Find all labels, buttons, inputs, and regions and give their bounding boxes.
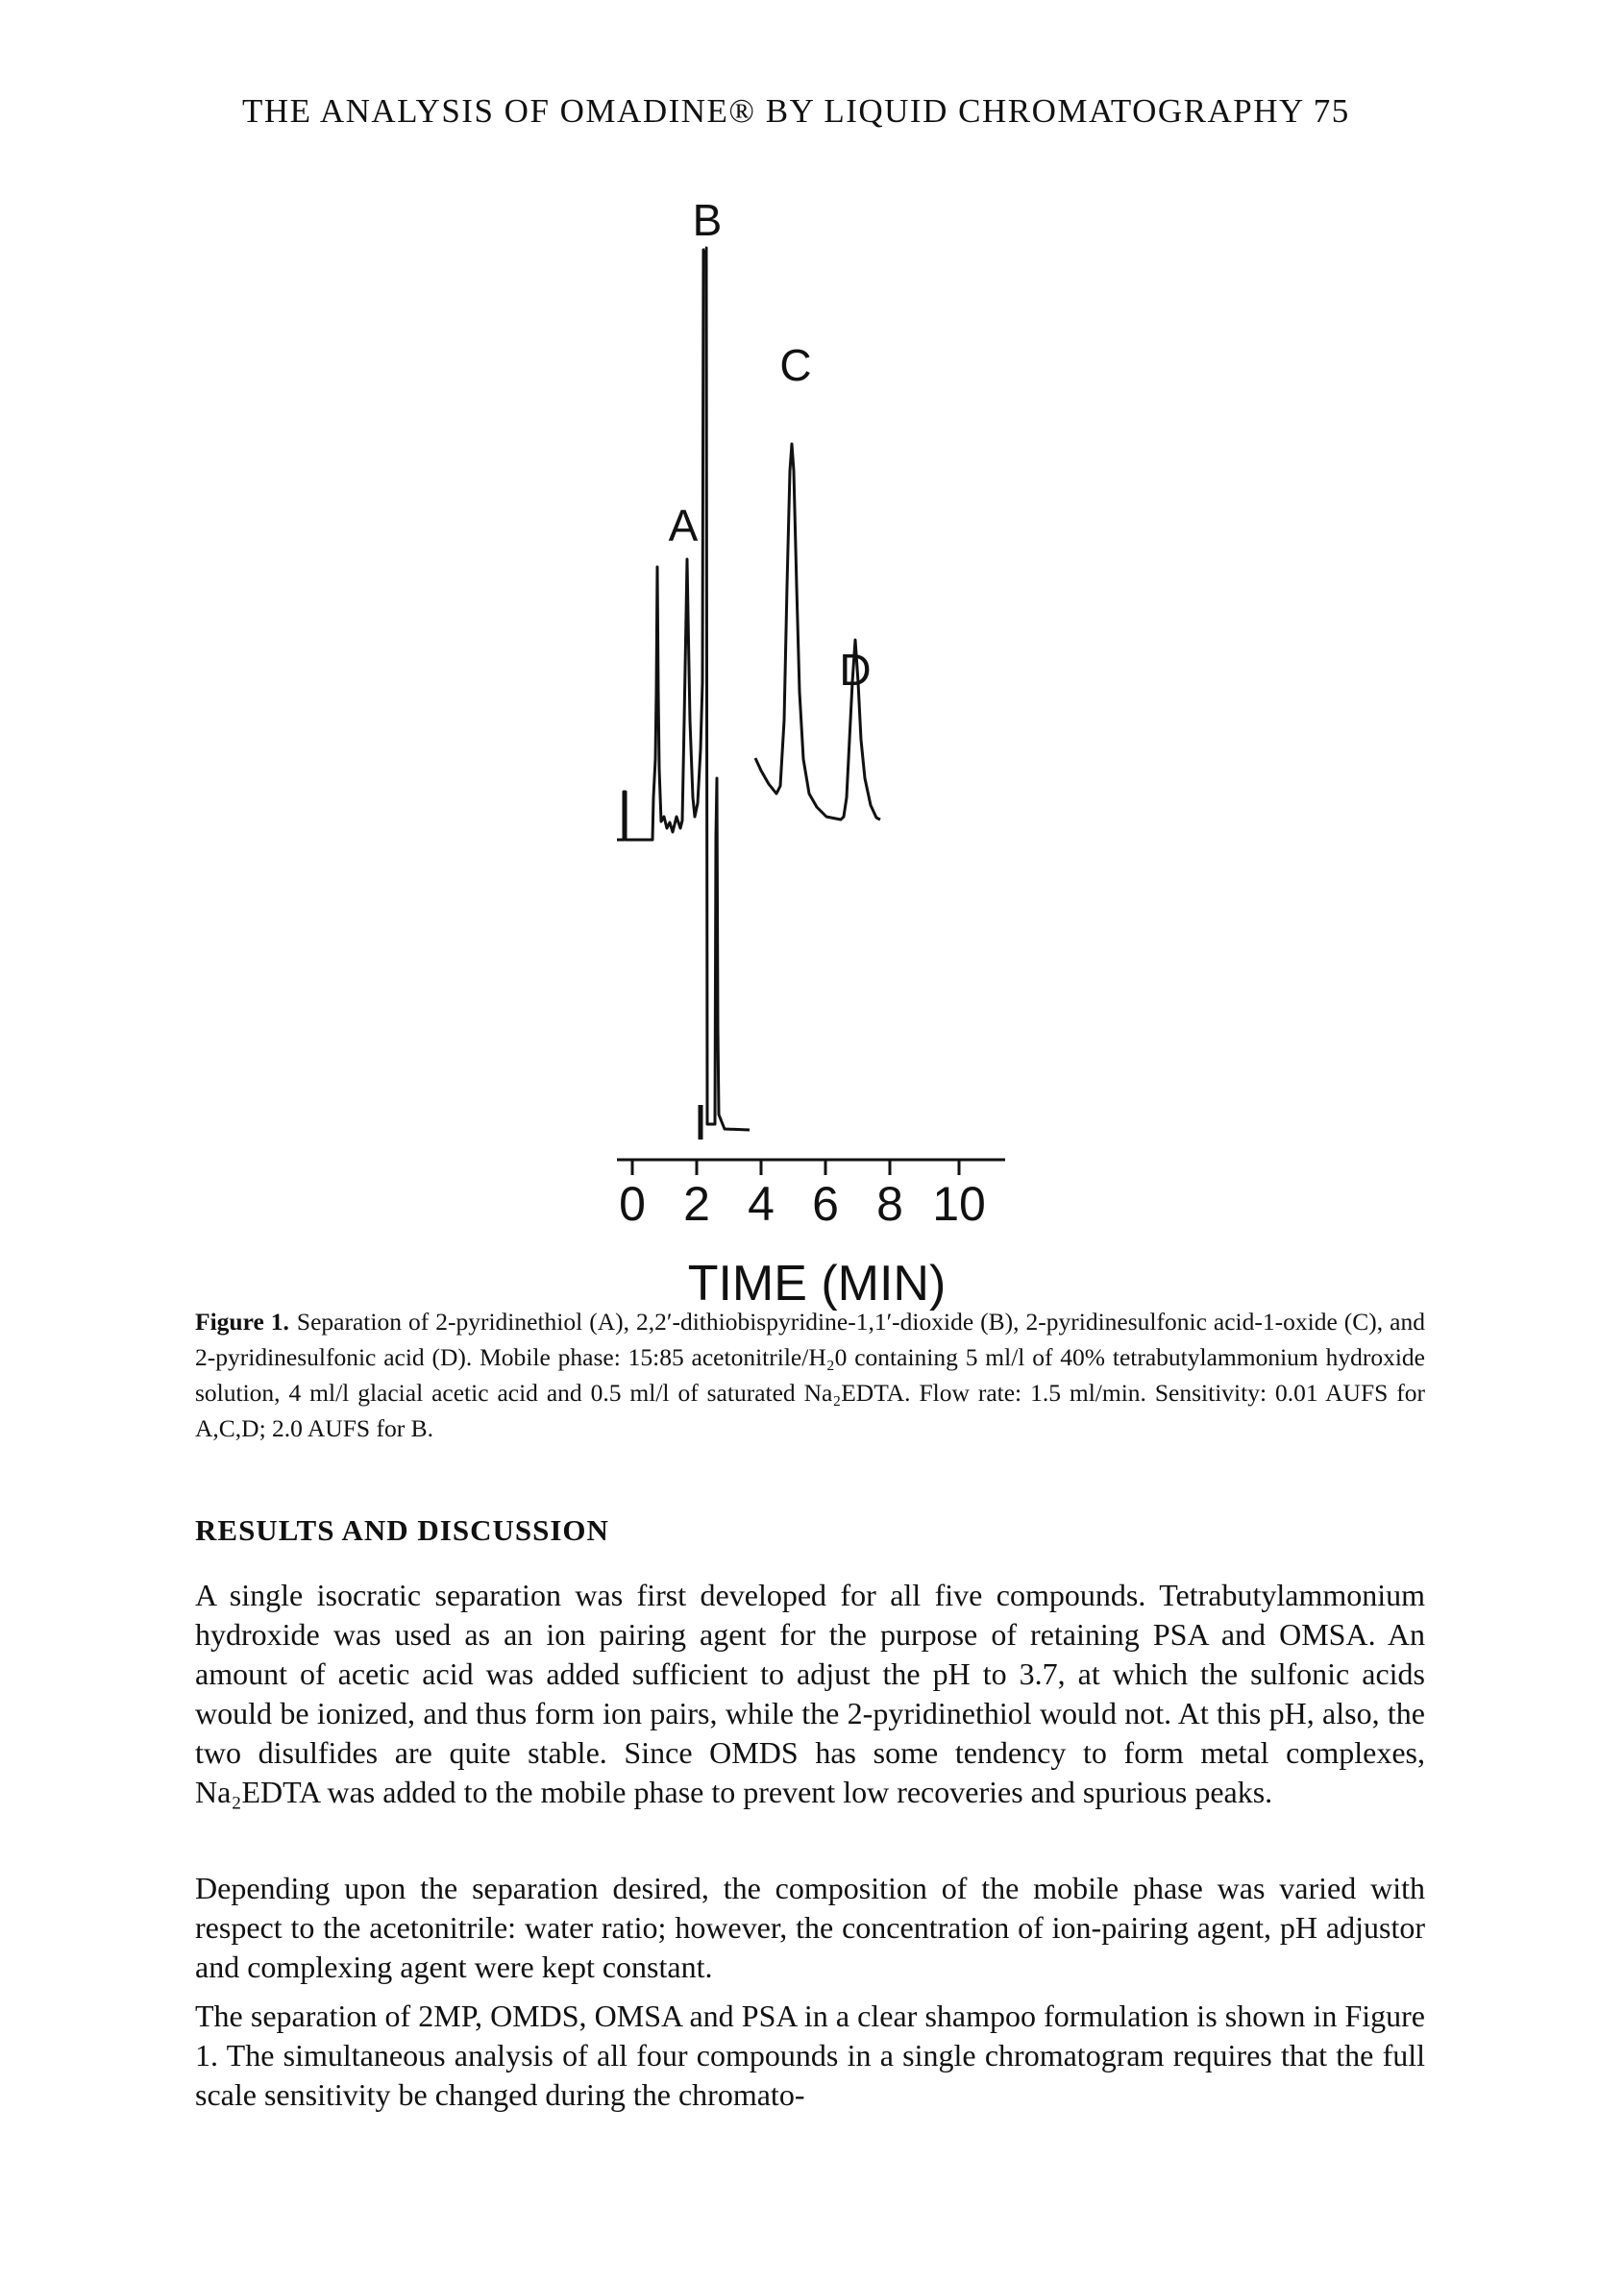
peak-b-trace — [705, 248, 750, 1130]
chromatogram-trace-segment-2 — [755, 444, 880, 820]
time-axis-tick-marks — [632, 1160, 959, 1175]
section-heading: RESULTS AND DISCUSSION — [195, 1513, 609, 1547]
peak-label-b: B — [692, 195, 723, 245]
peak-label-d: D — [839, 645, 872, 695]
figure-caption-text: Separation of 2-pyridinethiol (A), 2,2′-dithiobispyridine-1,1′-dioxide (B), 2-pyridinesulfonic acid-1-oxide (C), and 2-pyridinesulfonic acid (D). Mobile phase: 15:85 acetonitrile/H₂0 containing 5 ml/l of 40% tetrabutylammonium hydroxide solution, 4 ml/l glacial acetic acid and 0.5 ml/l of saturated Na₂EDTA. Flow rate: 1.5 ml/min. Sensitivity: 0.01 AUFS for A,C,D; 2.0 AUFS for B. — [195, 1308, 1425, 1442]
figure-caption — [195, 1304, 1425, 1446]
peak-label-a: A — [668, 501, 699, 551]
figure-caption-label: Figure 1. — [195, 1308, 289, 1336]
chromatogram-figure — [538, 183, 1076, 1326]
body-paragraph-3: The separation of 2MP, OMDS, OMSA and PSA in a clear shampoo formulation is shown in Figure 1. The simultaneous analysis of all four compounds in a single chromatogram requires that the full scale sensitivity be changed during the chromato- — [195, 1999, 1425, 2112]
peak-label-c: C — [779, 340, 812, 390]
peak-b-flank — [700, 1105, 701, 1140]
tick-label-2: 2 — [683, 1177, 710, 1231]
tick-label-8: 8 — [876, 1177, 903, 1231]
tick-label-6: 6 — [812, 1177, 839, 1231]
body-paragraph-1: A single isocratic separation was first developed for all five compounds. Tetrabutylammonium hydroxide was used as an ion pairing agent for the purpose of retaining PSA and OMSA. An amount of acetic acid was added sufficient to adjust the pH to 3.7, at which the sulfonic acids would be ionized, and thus form ion pairs, while the 2-pyridinethiol would not. At this pH, also, the two disulfides are quite stable. Since OMDS has some tendency to form metal complexes, Na₂EDTA was added to the mobile phase to prevent low recoveries and spurious peaks. — [195, 1578, 1425, 1809]
time-axis-label: TIME (MIN) — [687, 1256, 947, 1312]
tick-label-4: 4 — [748, 1177, 775, 1231]
chromatogram-plot — [538, 183, 1076, 1326]
tick-label-0: 0 — [619, 1177, 646, 1231]
running-header: THE ANALYSIS OF OMADINE® BY LIQUID CHROMATOGRAPHY 75 — [242, 92, 1350, 130]
tick-label-10: 10 — [932, 1177, 986, 1231]
body-paragraph-2: Depending upon the separation desired, the composition of the mobile phase was varied with respect to the acetonitrile: water ratio; however, the concentration of ion-pairing agent, pH adjustor and complexing agent were kept constant. — [195, 1871, 1425, 1984]
